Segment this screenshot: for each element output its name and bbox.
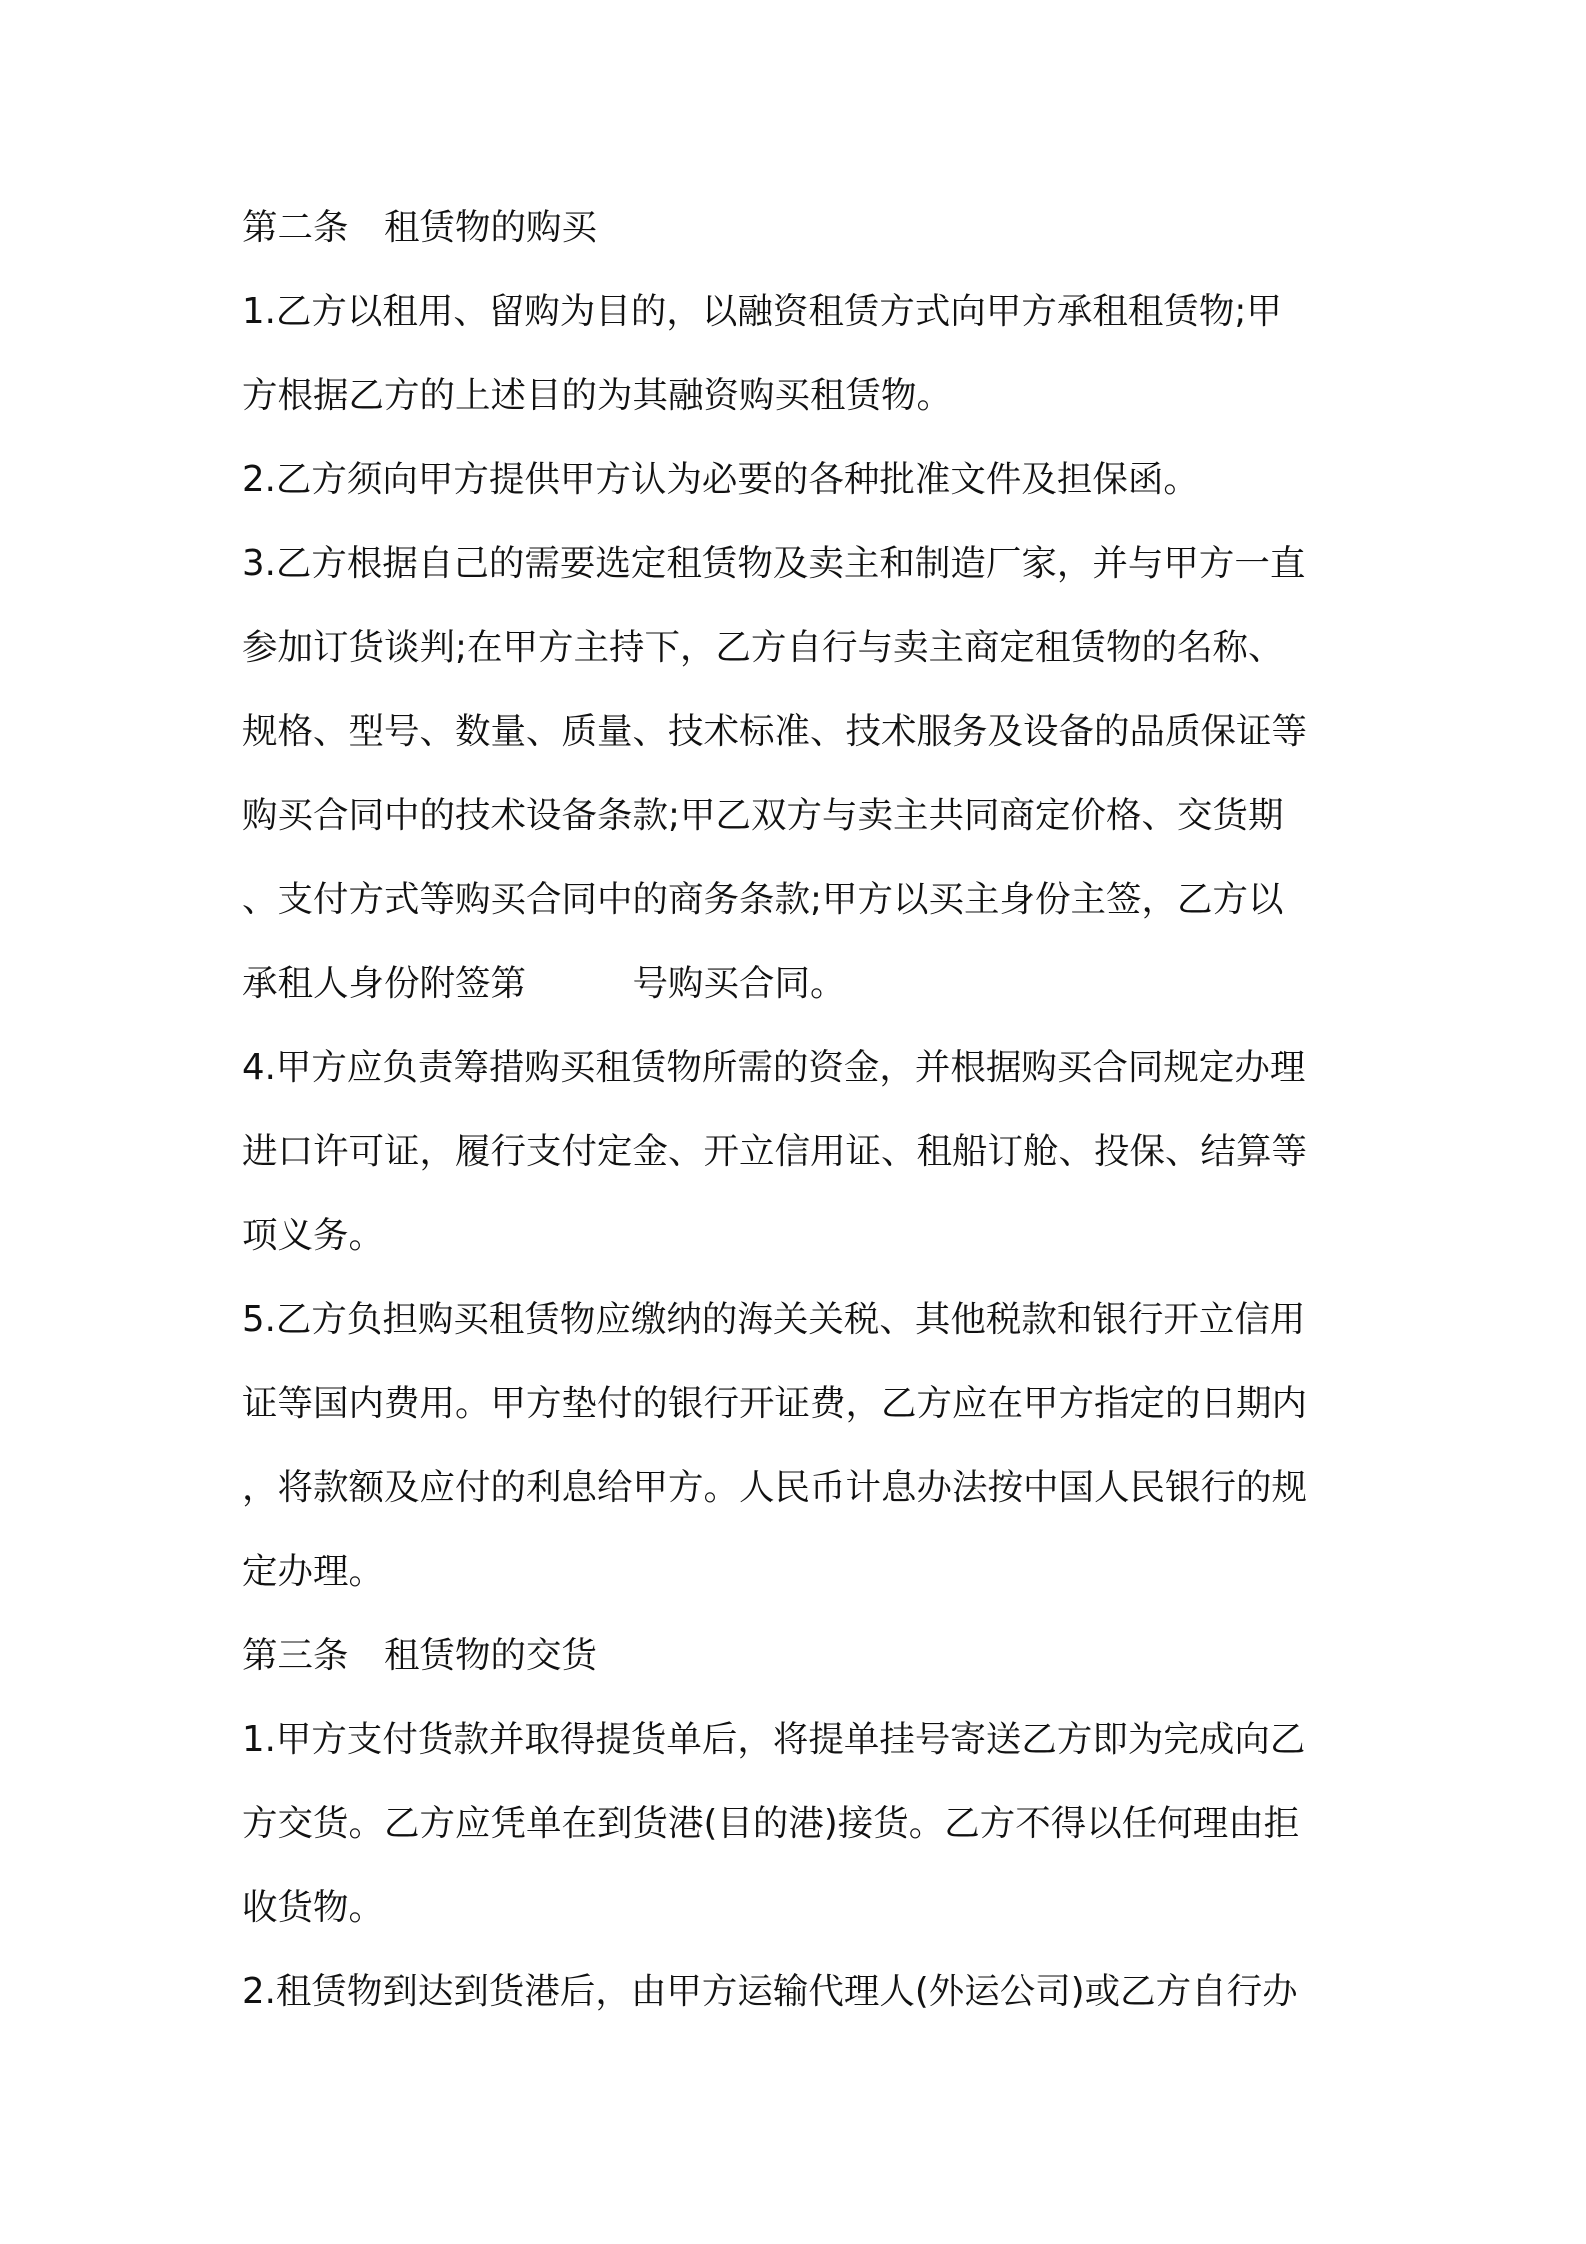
- paragraph-line: 1.乙方以租用、留购为目的，以融资租赁方式向甲方承租租赁物;甲: [242, 291, 1282, 332]
- paragraph-line: 方根据乙方的上述目的为其融资购买租赁物。: [242, 375, 953, 416]
- paragraph-line: 规格、型号、数量、质量、技术标准、技术服务及设备的品质保证等: [242, 711, 1308, 752]
- paragraph-line: 购买合同中的技术设备条款;甲乙双方与卖主共同商定价格、交货期: [242, 795, 1284, 836]
- paragraph-line: 4.甲方应负责筹措购买租赁物所需的资金，并根据购买合同规定办理: [242, 1047, 1306, 1088]
- paragraph-line: 方交货。乙方应凭单在到货港(目的港)接货。乙方不得以任何理由拒: [242, 1803, 1300, 1844]
- paragraph-line: 定办理。: [242, 1551, 385, 1592]
- paragraph-line: 1.甲方支付货款并取得提货单后，将提单挂号寄送乙方即为完成向乙: [242, 1719, 1306, 1760]
- paragraph-line: 3.乙方根据自己的需要选定租赁物及卖主和制造厂家，并与甲方一直: [242, 543, 1306, 584]
- article-2-heading: 第二条 租赁物的购买: [242, 207, 598, 248]
- paragraph-line: 2.租赁物到达到货港后，由甲方运输代理人(外运公司)或乙方自行办: [242, 1971, 1298, 2012]
- paragraph-line: 收货物。: [242, 1887, 385, 1928]
- paragraph-line: 5.乙方负担购买租赁物应缴纳的海关关税、其他税款和银行开立信用: [242, 1299, 1306, 1340]
- paragraph-line: 2.乙方须向甲方提供甲方认为必要的各种批准文件及担保函。: [242, 459, 1199, 500]
- paragraph-line: 证等国内费用。甲方垫付的银行开证费，乙方应在甲方指定的日期内: [242, 1383, 1308, 1424]
- paragraph-line: 承租人身份附签第 号购买合同。: [242, 963, 846, 1004]
- paragraph-line: 项义务。: [242, 1215, 385, 1256]
- paragraph-line: 参加订货谈判;在甲方主持下，乙方自行与卖主商定租赁物的名称、: [242, 627, 1284, 668]
- paragraph-line: 进口许可证，履行支付定金、开立信用证、租船订舱、投保、结算等: [242, 1131, 1308, 1172]
- paragraph-line: ，将款额及应付的利息给甲方。人民币计息办法按中国人民银行的规: [242, 1467, 1308, 1508]
- article-3-heading: 第三条 租赁物的交货: [242, 1635, 598, 1676]
- paragraph-line: 、支付方式等购买合同中的商务条款;甲方以买主身份主签，乙方以: [242, 879, 1284, 920]
